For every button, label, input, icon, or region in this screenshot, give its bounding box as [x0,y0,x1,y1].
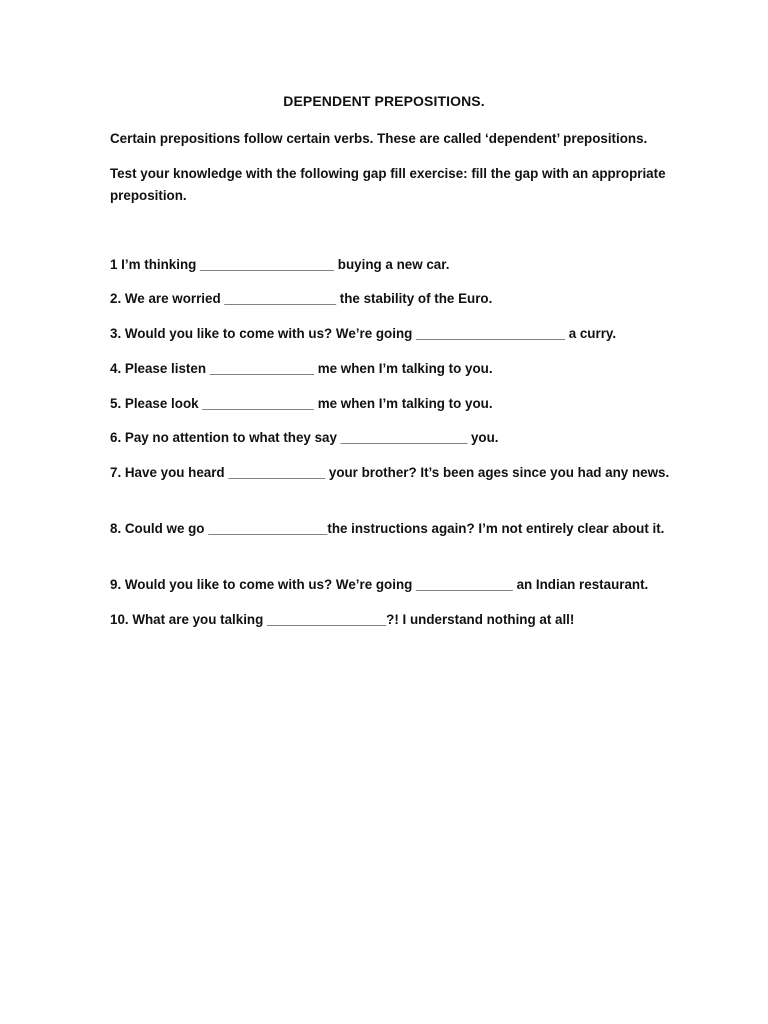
question-7: 7. Have you heard _____________ your brother? It’s been ages since you had any news. [110,465,670,480]
question-2: 2. We are worried _______________ the stability of the Euro. [110,291,493,306]
question-3: 3. Would you like to come with us? We’re going ____________________ a curry. [110,326,617,341]
question-1: 1 I’m thinking __________________ buying a new car. [110,257,450,272]
question-5: 5. Please look _______________ me when I’m talking to you. [110,396,493,411]
page-title: DEPENDENT PREPOSITIONS. [283,93,485,109]
question-8: 8. Could we go ________________the instructions again? I’m not entirely clear about it. [110,521,665,536]
intro-paragraph-2: Test your knowledge with the following gap fill exercise: fill the gap with an appropriate preposition. [110,166,670,203]
intro-paragraph-1: Certain prepositions follow certain verbs. These are called ‘dependent’ prepositions. [110,131,648,146]
question-4: 4. Please listen ______________ me when I’m talking to you. [110,361,493,376]
question-9: 9. Would you like to come with us? We’re going _____________ an Indian restaurant. [110,577,649,592]
question-6: 6. Pay no attention to what they say _________________ you. [110,430,499,445]
question-10: 10. What are you talking ________________?! I understand nothing at all! [110,612,575,627]
